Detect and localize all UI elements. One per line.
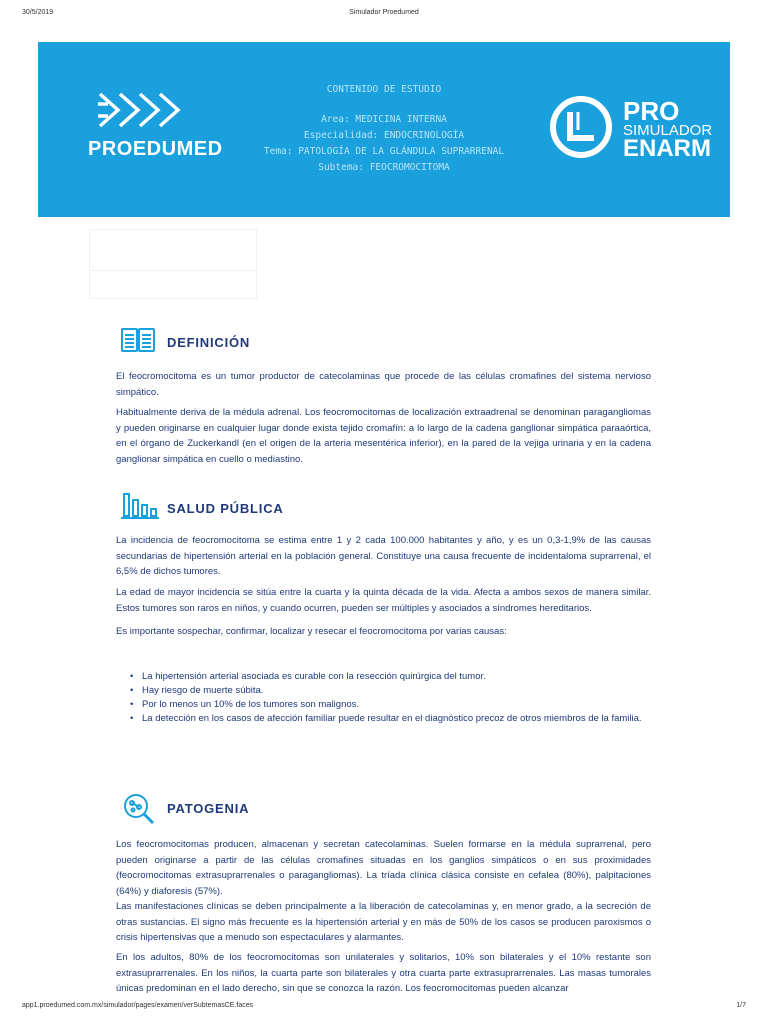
print-header <box>0 9 768 21</box>
pro-simulador-enarm-logo[interactable] <box>548 94 718 174</box>
enarm-ring-icon <box>548 94 614 160</box>
list-item: • Hay riesgo de muerte súbita. <box>130 684 651 698</box>
paragraph: Habitualmente deriva de la médula adrenal. Los feocromocitomas de localización extraadrenal se denominan paragangliomas y pueden originarse en cualquier lugar donde exista tejido cromafín: a lo largo de la cadena ganglionar simpática paraaórtica, en el órgano de Zuckerkandl (en el origen de la arteria mesentérica inferior), en la pared de la vejiga urinaria y en la cadena ganglionar simpática en cuello o mediastino. <box>116 407 651 465</box>
magnifier-icon <box>120 792 160 826</box>
study-content-info <box>238 82 530 176</box>
section-title: SALUD PÚBLICA <box>167 501 284 516</box>
print-title: Simulador Proedumed <box>349 9 419 16</box>
paragraph: En los adultos, 80% de los feocromocitomas son unilaterales y solitarios, 10% son bilaterales y el 10% restante son extrasuprarrenales. En los niños, la cuarta parte son bilaterales y otra cuarta parte extrasuprarrenales. Las masas tumorales únicas predominan en el lado derecho, sin que se conozca la razón. Los feocromocitomas pueden alcanzar <box>116 952 651 994</box>
area-label: Area: MEDICINA INTERNA <box>321 114 447 125</box>
proedumed-logo[interactable] <box>88 90 238 170</box>
print-url: app1.proedumed.com.mx/simulador/pages/examen/verSubtemasCE.faces <box>22 1002 254 1009</box>
section-title: DEFINICIÓN <box>167 335 251 350</box>
paragraph: El feocromocitoma es un tumor productor de catecolaminas que procede de las células cromafines del sistema nervioso simpático. <box>116 371 651 398</box>
paragraph: La edad de mayor incidencia se sitúa entre la cuarta y la quinta década de la vida. Afecta a ambos sexos de manera similar. Estos tumores son raros en niños, y cuando ocurren, pueden ser múltiples y asociados a síndromes hereditarios. <box>116 587 651 614</box>
simulador-text: SIMULADOR <box>623 122 713 139</box>
section-title: PATOGENIA <box>167 801 250 816</box>
chevrons-icon <box>98 90 190 130</box>
paragraph: Es importante sospechar, confirmar, localizar y resecar el feocromocitoma por varias causas: <box>116 626 507 637</box>
enarm-text: ENARM <box>623 135 711 162</box>
image-placeholder <box>89 229 257 299</box>
paragraph: La incidencia de feocromocitoma se estima entre 1 y 2 cada 100.000 habitantes y año, y es un 0,3-1,9% de las causas secundarias de hipertensión arterial en la población general. Constituye una causa frecuente de incidentaloma suprarrenal, el 6,5% de dichos tumores. <box>116 535 651 577</box>
causes-list <box>130 670 651 726</box>
subtema-label: Subtema: FEOCROMOCITOMA <box>318 162 450 173</box>
tema-label: Tema: PATOLOGÍA DE LA GLÁNDULA SUPRARRENAL <box>263 146 505 157</box>
list-item: • La detección en los casos de afección familiar puede resultar en el diagnóstico precoz de otros miembros de la familia. <box>130 712 651 726</box>
placeholder-divider <box>90 270 256 271</box>
paragraph: Las manifestaciones clínicas se deben principalmente a la liberación de catecolaminas y, en menor grado, a la secreción de otras sustancias. El signo más frecuente es la hipertensión arterial y en más de 50% de los casos se producen paroxismos o crisis hipertensivas que a menudo son espectaculares y alarmantes. <box>116 901 651 943</box>
print-date: 30/5/2019 <box>22 9 54 16</box>
print-page-number: 1/7 <box>736 1002 746 1009</box>
proedumed-wordmark: PROEDUMED <box>88 138 223 160</box>
print-footer <box>0 1002 768 1014</box>
especialidad-label: Especialidad: ENDOCRINOLOGÍA <box>303 130 465 141</box>
list-item: • Por lo menos un 10% de los tumores son malignos. <box>130 698 651 712</box>
pro-text: PRO <box>623 96 680 126</box>
header-banner <box>38 42 730 217</box>
list-item: • La hipertensión arterial asociada es curable con la resección quirúrgica del tumor. <box>130 670 651 684</box>
bar-chart-icon <box>120 492 160 520</box>
study-heading: CONTENIDO DE ESTUDIO <box>326 84 442 95</box>
book-icon <box>120 326 156 354</box>
paragraph: Los feocromocitomas producen, almacenan y secretan catecolaminas. Suelen formarse en la médula suprarrenal, pero pueden originarse a partir de las células cromafines situadas en los ganglios simpáticos o en sus proximidades (feocromocitomas extrasuprarrenales o paragangliomas). La tríada clínica clásica consiste en cefalea (80%), palpitaciones (64%) y diaforesis (57%). <box>116 839 651 897</box>
